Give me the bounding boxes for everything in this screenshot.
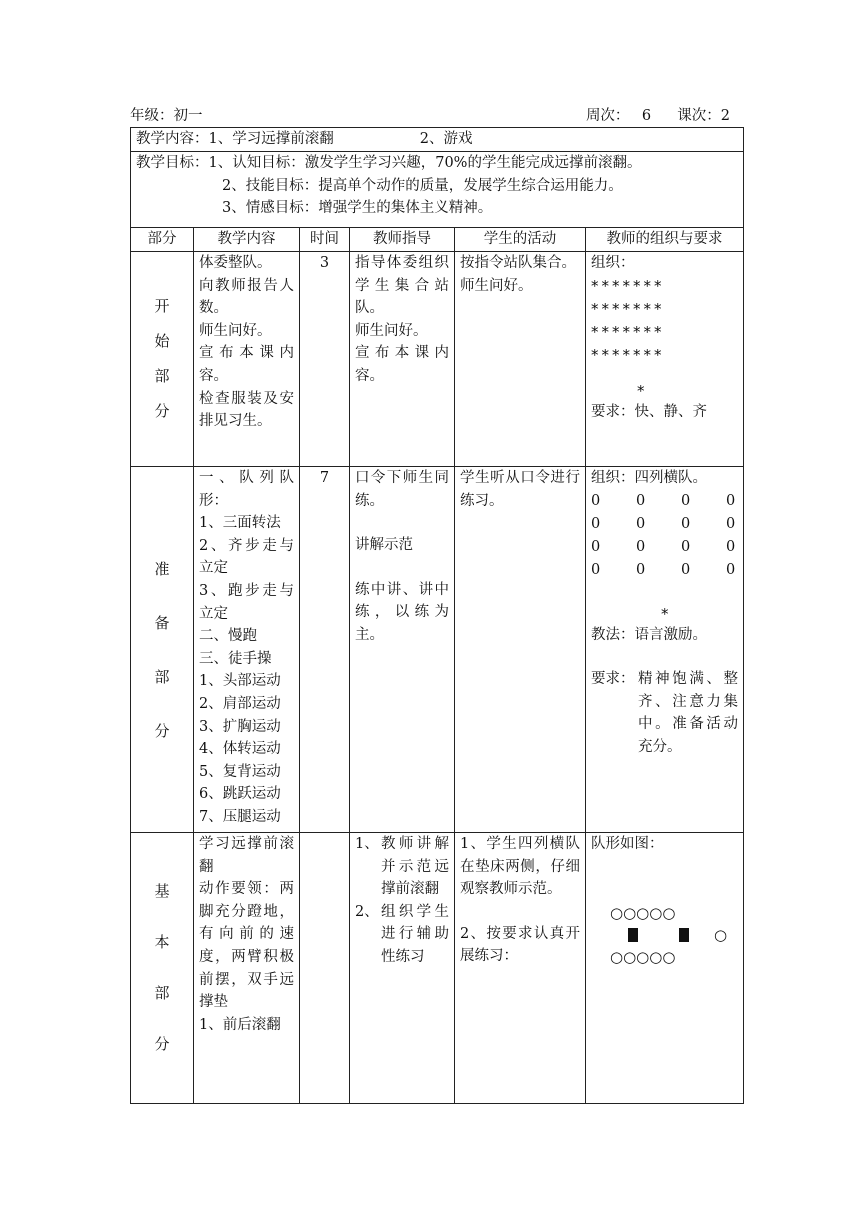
section-name-char: 部 bbox=[154, 367, 170, 385]
formation-mark: 0 bbox=[726, 561, 736, 578]
guidance-number: 1、 bbox=[355, 836, 379, 852]
section-main-row bbox=[131, 833, 744, 1104]
content-line: 宣布本课内容。 bbox=[199, 345, 294, 384]
formation-mark: 0 bbox=[726, 515, 736, 532]
formation-mark: 0 bbox=[591, 515, 601, 532]
teaching-goals-row bbox=[131, 152, 744, 228]
teaching-goals-label: 教学目标： bbox=[136, 155, 209, 171]
organization-cell bbox=[586, 467, 744, 833]
column-header: 教师指导 bbox=[350, 228, 455, 252]
time-cell: 7 bbox=[300, 467, 350, 833]
header-line bbox=[130, 106, 742, 126]
week-value: 6 bbox=[641, 108, 652, 124]
guidance-line: 口令下师生同练。 bbox=[355, 470, 449, 509]
content-line: 2、齐步走与立定 bbox=[199, 537, 294, 577]
goal-line-1 bbox=[136, 152, 738, 175]
teaching-content-item-1: 1、学习远撑前滚翻 bbox=[208, 131, 334, 147]
formation-mark: 0 bbox=[591, 561, 601, 578]
org-method: 教法：语言激励。 bbox=[591, 626, 707, 643]
formation-mark: 0 bbox=[681, 538, 691, 555]
week-lesson-info bbox=[586, 106, 730, 126]
formation-mark: 0 bbox=[636, 561, 646, 578]
circle-mark: ○ bbox=[714, 925, 728, 944]
guidance-line: 讲解示范 bbox=[355, 537, 413, 554]
formation-mark: 0 bbox=[636, 492, 646, 509]
section-name-char: 始 bbox=[154, 332, 170, 350]
content-line: 三、徒手操 bbox=[199, 650, 272, 667]
activity-line: 学生听从口令进行练习。 bbox=[460, 470, 580, 509]
section-name-char: 备 bbox=[154, 613, 170, 632]
teaching-content-cell bbox=[131, 128, 744, 152]
content-line: 1、三面转法 bbox=[199, 515, 281, 532]
student-activity-cell bbox=[455, 467, 586, 833]
content-line: 1、头部运动 bbox=[199, 673, 281, 690]
time-cell bbox=[300, 833, 350, 1104]
goal-item: 3、情感目标：增强学生的集体主义精神。 bbox=[222, 200, 493, 217]
content-line: 体委整队。 bbox=[199, 255, 272, 271]
content-line: 师生问好。 bbox=[199, 322, 272, 339]
section-content-cell bbox=[194, 833, 300, 1104]
section-start-row bbox=[131, 252, 744, 467]
formation-mark: 0 bbox=[681, 515, 691, 532]
section-content-cell bbox=[194, 467, 300, 833]
formation-row: ******* bbox=[591, 276, 665, 295]
week-label: 周次： bbox=[585, 108, 630, 124]
guidance-text: 组织学生进行辅助性练习 bbox=[381, 903, 449, 965]
content-line: 2、肩部运动 bbox=[199, 695, 281, 712]
lesson-plan-table bbox=[130, 127, 744, 1104]
grade-label: 年级：初一 bbox=[130, 108, 203, 124]
guidance-line: 指导体委组织学生集合站队。 bbox=[355, 255, 449, 317]
content-line: 1、前后滚翻 bbox=[199, 1016, 281, 1033]
zero-formation-row bbox=[591, 536, 738, 559]
activity-line: 1、学生四列横队在垫床两侧，仔细观察教师示范。 bbox=[460, 836, 580, 898]
content-line: 6、跳跃运动 bbox=[199, 786, 281, 803]
organization-cell bbox=[586, 252, 744, 467]
guidance-item bbox=[355, 901, 449, 969]
org-requirement bbox=[591, 668, 738, 758]
section-name-char: 分 bbox=[154, 721, 170, 740]
column-header: 部分 bbox=[131, 228, 194, 252]
guidance-text: 教师讲解并示范远撑前滚翻 bbox=[381, 836, 449, 898]
requirement-label: 要求： bbox=[591, 671, 635, 688]
content-line: 3、跑步走与立定 bbox=[199, 582, 294, 622]
content-line: 4、体转运动 bbox=[199, 741, 281, 758]
org-label: 组织：四列横队。 bbox=[591, 470, 707, 486]
content-line: 学习远撑前滚翻 bbox=[199, 836, 294, 875]
formation-row: ******* bbox=[591, 345, 665, 364]
column-header: 教师的组织与要求 bbox=[586, 228, 744, 252]
circle-row: ○○○○○ bbox=[610, 903, 676, 922]
section-name-char: 开 bbox=[154, 297, 170, 315]
content-line: 检查服装及安排见习生。 bbox=[199, 390, 294, 430]
section-name-char: 分 bbox=[154, 402, 170, 420]
teacher-guidance-cell bbox=[350, 252, 455, 467]
org-label: 队形如图： bbox=[591, 836, 664, 852]
student-activity-cell bbox=[455, 833, 586, 1104]
formation-mark: 0 bbox=[636, 538, 646, 555]
content-line: 一、队列队形： bbox=[199, 470, 294, 509]
section-name-cell bbox=[131, 252, 194, 467]
guidance-line: 宣布本课内容。 bbox=[355, 345, 449, 384]
requirement-body: 精神饱满、整齐、注意力集中。准备活动充分。 bbox=[638, 671, 739, 755]
circle-row: ○○○○○ bbox=[610, 947, 676, 966]
goal-item: 1、认知目标：激发学生学习兴趣，70%的学生能完成远撑前滚翻。 bbox=[208, 155, 642, 171]
mat-icon bbox=[628, 928, 638, 942]
section-name-char: 基 bbox=[154, 882, 170, 900]
column-header: 教学内容 bbox=[194, 228, 300, 252]
guidance-line: 练中讲、讲中练，以练为主。 bbox=[355, 581, 449, 643]
activity-line: 2、按要求认真开展练习： bbox=[460, 925, 580, 965]
goal-item: 2、技能目标：提高单个动作的质量，发展学生综合运用能力。 bbox=[222, 177, 623, 194]
column-header: 学生的活动 bbox=[455, 228, 586, 252]
organization-cell bbox=[586, 833, 744, 1104]
section-warmup-row bbox=[131, 467, 744, 833]
column-header-row bbox=[131, 228, 744, 252]
formation-mark: 0 bbox=[681, 492, 691, 509]
formation-mark: 0 bbox=[726, 492, 736, 509]
teacher-position-mark: * bbox=[637, 381, 648, 400]
teaching-content-label: 教学内容： bbox=[136, 131, 209, 147]
org-requirement: 要求：快、静、齐 bbox=[591, 403, 707, 420]
student-activity-cell bbox=[455, 252, 586, 467]
time-cell: 3 bbox=[300, 252, 350, 467]
mat-icon bbox=[679, 928, 689, 942]
guidance-item bbox=[355, 833, 449, 901]
column-header: 时间 bbox=[300, 228, 350, 252]
formation-mark: 0 bbox=[591, 538, 601, 555]
content-line: 7、压腿运动 bbox=[199, 808, 281, 825]
formation-mark: 0 bbox=[726, 538, 736, 555]
section-content-cell bbox=[194, 252, 300, 467]
teaching-content-item-2: 2、游戏 bbox=[419, 131, 473, 147]
teacher-position-mark: * bbox=[661, 604, 672, 623]
formation-mark: 0 bbox=[636, 515, 646, 532]
formation-row: ******* bbox=[591, 322, 665, 341]
formation-mark: 0 bbox=[681, 561, 691, 578]
zero-formation-row bbox=[591, 490, 738, 513]
teaching-goals-cell bbox=[131, 152, 744, 228]
content-line: 3、扩胸运动 bbox=[199, 718, 281, 735]
section-name-char: 分 bbox=[154, 1035, 170, 1053]
section-name-cell bbox=[131, 467, 194, 833]
formation-row: ******* bbox=[591, 299, 665, 318]
guidance-number: 2、 bbox=[355, 903, 379, 920]
zero-formation-row bbox=[591, 559, 738, 582]
content-line: 二、慢跑 bbox=[199, 628, 257, 645]
lesson-label: 课次：2 bbox=[677, 108, 730, 124]
section-name-char: 本 bbox=[154, 933, 170, 951]
teacher-guidance-cell bbox=[350, 833, 455, 1104]
activity-line: 师生问好。 bbox=[460, 277, 533, 294]
content-line: 动作要领：两脚充分蹬地，有向前的速度，两臂积极前摆，双手远撑垫 bbox=[199, 881, 294, 1011]
guidance-line: 师生问好。 bbox=[355, 322, 428, 339]
formation-mark: 0 bbox=[591, 492, 601, 509]
activity-line: 按指令站队集合。 bbox=[460, 255, 576, 271]
section-name-char: 准 bbox=[154, 559, 170, 578]
zero-formation-row bbox=[591, 513, 738, 536]
content-line: 向教师报告人数。 bbox=[199, 277, 294, 317]
section-name-char: 部 bbox=[154, 667, 170, 686]
teaching-content-row bbox=[131, 128, 744, 152]
content-line: 5、复背运动 bbox=[199, 763, 281, 780]
org-label: 组织： bbox=[591, 255, 635, 271]
teacher-guidance-cell bbox=[350, 467, 455, 833]
mat-row bbox=[591, 924, 738, 946]
section-name-cell bbox=[131, 833, 194, 1104]
section-name-char: 部 bbox=[154, 984, 170, 1002]
